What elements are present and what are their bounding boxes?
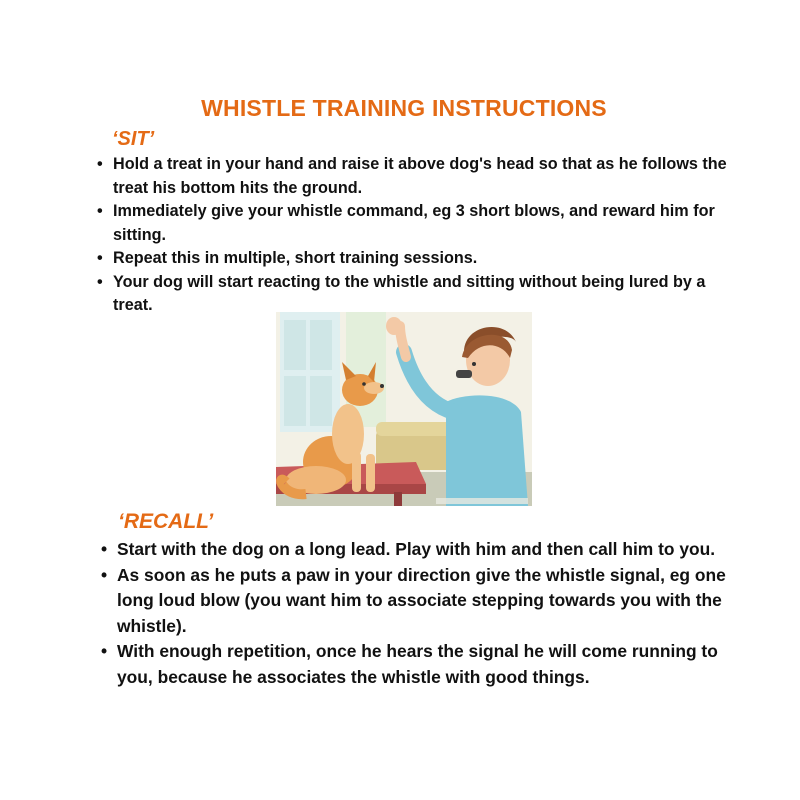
list-item <box>101 639 737 690</box>
bullet-icon: • <box>97 249 103 267</box>
sit-heading: ‘SIT’ <box>112 128 155 150</box>
page-title: WHISTLE TRAINING INSTRUCTIONS <box>201 95 607 121</box>
bullet-icon: • <box>101 641 108 661</box>
list-item <box>101 537 737 563</box>
list-item-text: Repeat this in multiple, short training sessions. <box>113 249 478 267</box>
sit-instruction-list <box>97 153 733 318</box>
bullet-icon: • <box>97 202 103 220</box>
list-item-text: Start with the dog on a long lead. Play with him and then call him to you. <box>117 539 716 559</box>
bullet-icon: • <box>101 539 108 559</box>
bullet-icon: • <box>97 272 103 291</box>
list-item <box>97 271 733 318</box>
list-item-text: Immediately give your whistle command, eg 3 short blows, and reward him for sitting. <box>113 202 715 244</box>
recall-heading: ‘RECALL’ <box>118 510 214 533</box>
recall-instruction-list <box>101 537 737 690</box>
list-item <box>97 153 733 200</box>
bullet-icon: • <box>97 155 103 173</box>
list-item-text: As soon as he puts a paw in your direction give the whistle signal, eg one long loud blow (you want him to associate stepping towards you with the whistle). <box>117 564 726 636</box>
list-item <box>97 200 733 247</box>
list-item <box>97 247 733 271</box>
list-item-text: With enough repetition, once he hears the signal he will come running to you, because he associates the whistle with good things. <box>117 641 718 687</box>
bullet-icon: • <box>101 564 108 585</box>
list-item <box>101 563 737 640</box>
list-item-text: Hold a treat in your hand and raise it above dog's head so that as he follows the treat his bottom hits the ground. <box>113 155 727 197</box>
list-item-text: Your dog will start reacting to the whistle and sitting without being lured by a treat. <box>113 272 706 314</box>
dog-training-illustration <box>276 312 532 506</box>
